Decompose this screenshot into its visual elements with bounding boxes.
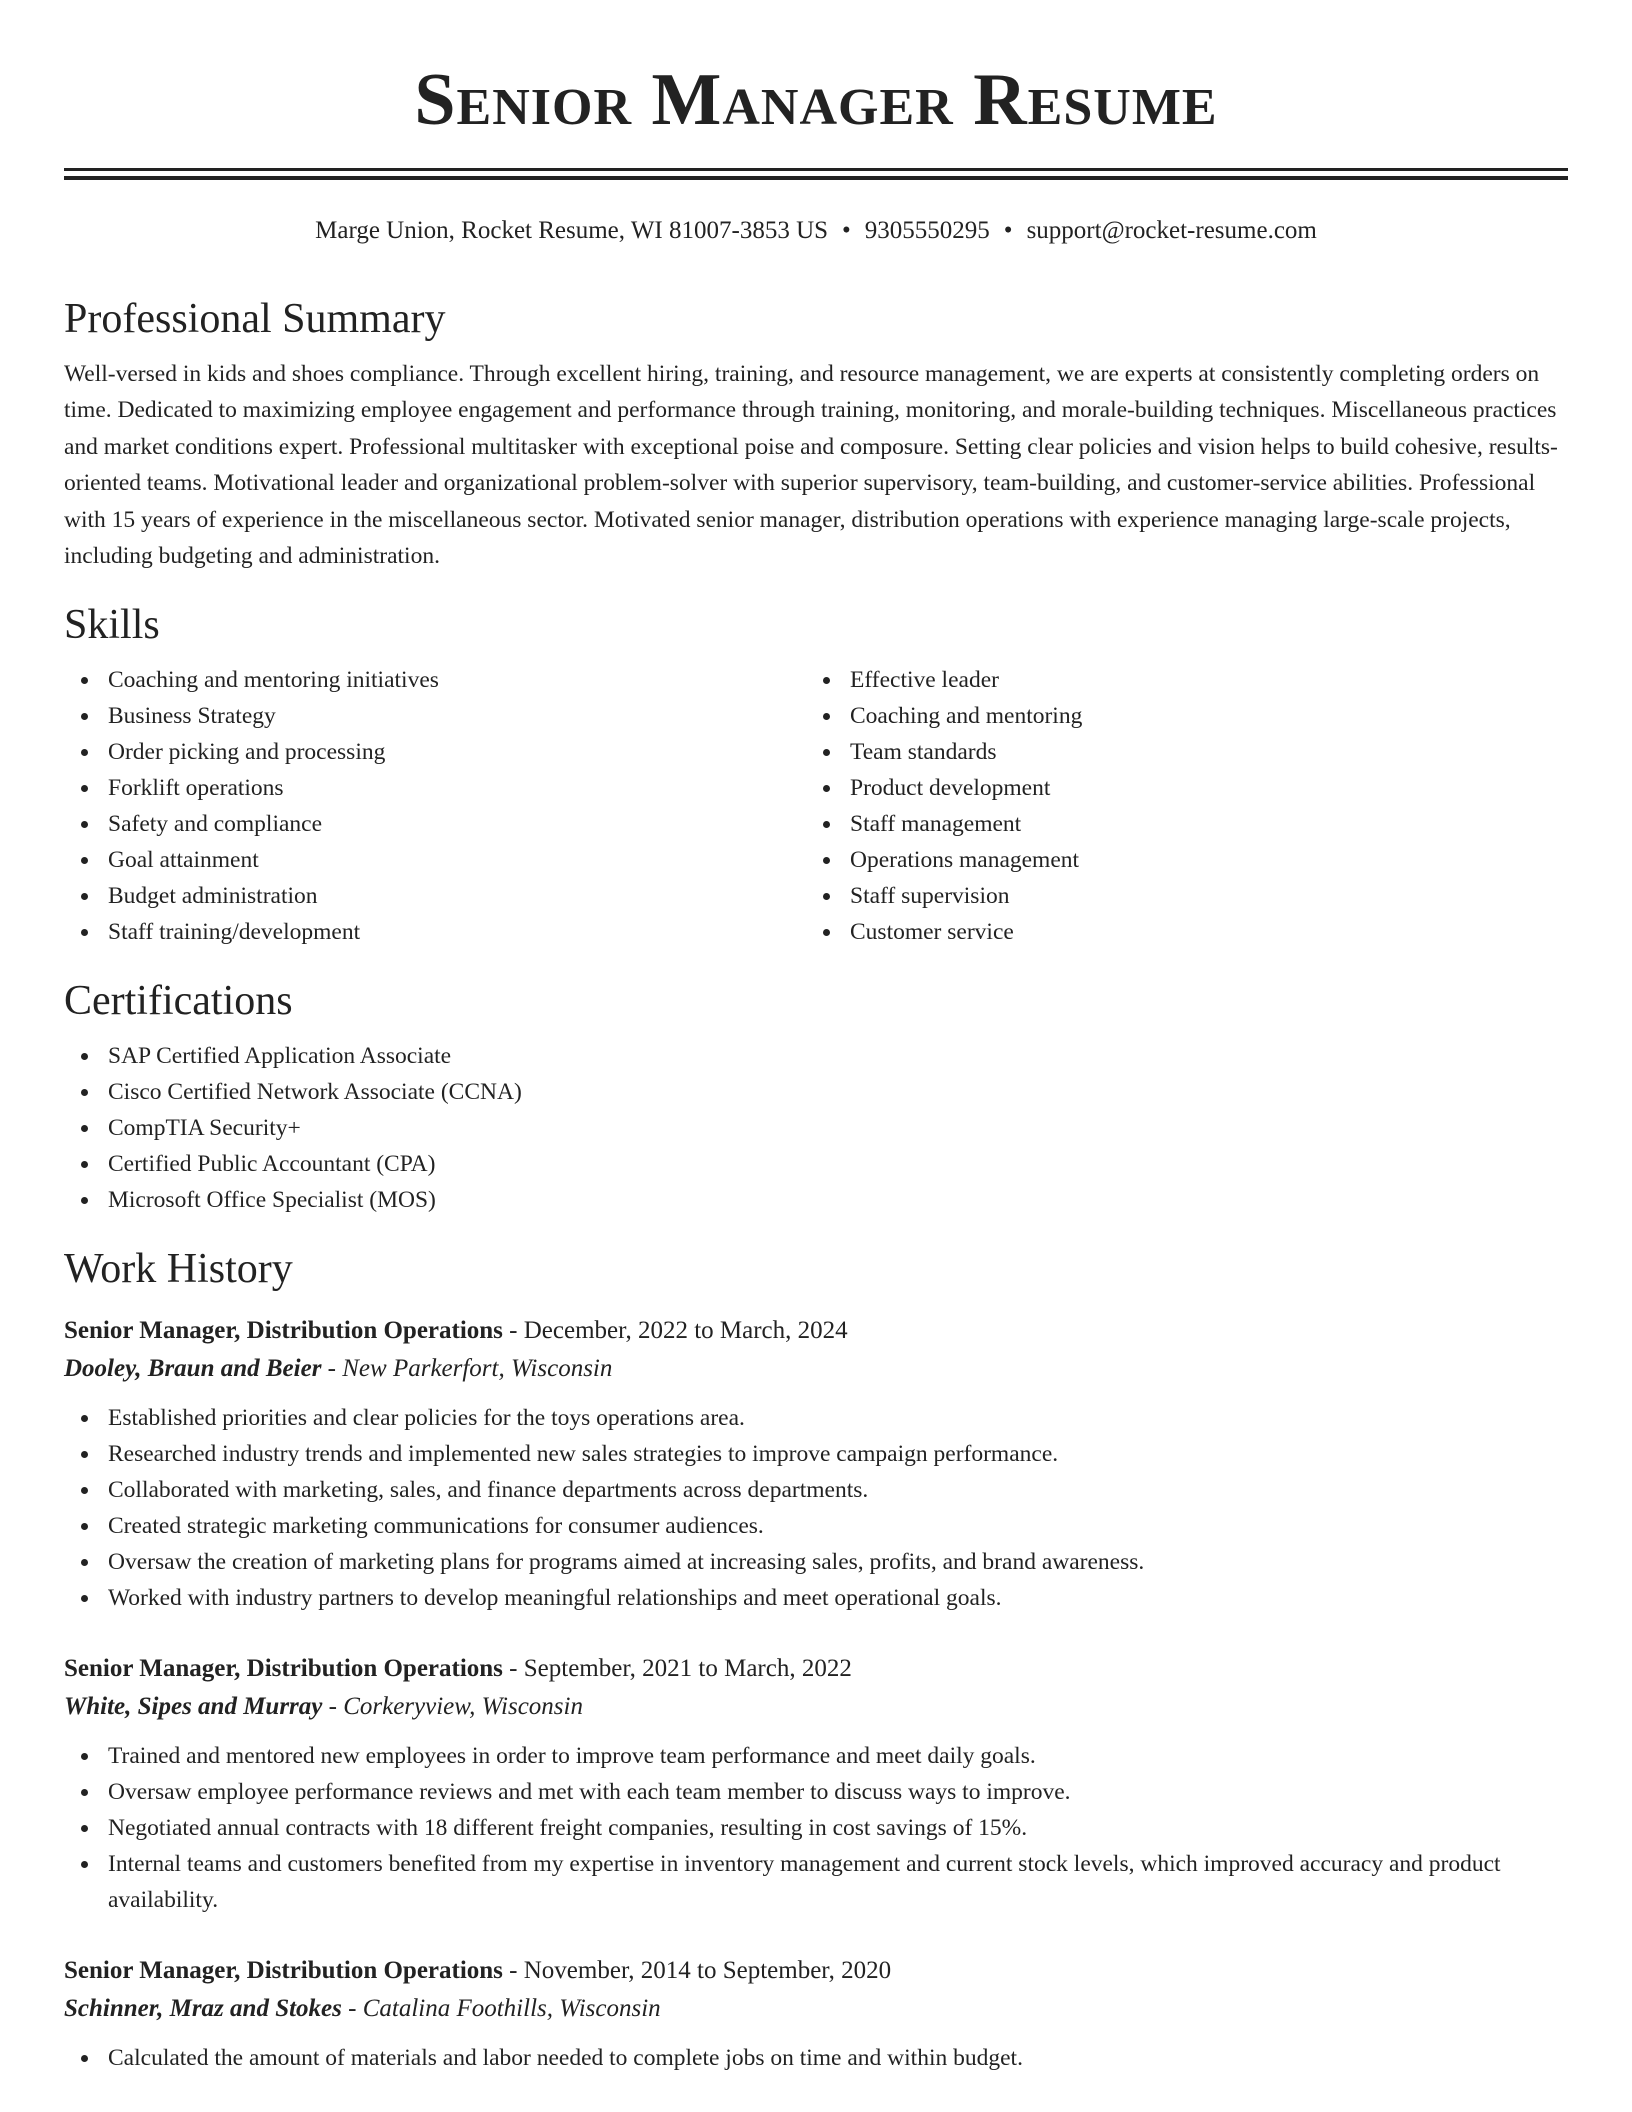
- skills-heading: Skills: [64, 602, 160, 649]
- job-title: Senior Manager, Distribution Operations: [64, 1317, 503, 1345]
- skill-item: Staff supervision: [806, 878, 1548, 914]
- certification-item: Certified Public Accountant (CPA): [64, 1146, 1568, 1182]
- skill-item: Order picking and processing: [64, 734, 806, 770]
- summary-heading: Professional Summary: [64, 296, 446, 342]
- skills-list-left: [64, 662, 806, 950]
- job-bullet: Established priorities and clear policies for the toys operations area.: [64, 1400, 1568, 1436]
- skill-item: Staff training/development: [64, 914, 806, 950]
- job-company-line: [64, 1688, 1568, 1726]
- job-title: Senior Manager, Distribution Operations: [64, 1655, 503, 1683]
- skill-item: Staff management: [806, 806, 1548, 842]
- job-title-line: [64, 1650, 1568, 1688]
- job-bullet: Trained and mentored new employees in order to improve team performance and meet daily goals.: [64, 1738, 1568, 1774]
- resume-title: Senior Manager Resume: [414, 59, 1218, 141]
- certification-item: Microsoft Office Specialist (MOS): [64, 1182, 1568, 1218]
- skill-item: Forklift operations: [64, 770, 806, 806]
- contact-line: [64, 214, 1568, 248]
- skill-item: Operations management: [806, 842, 1548, 878]
- work-history-heading: Work History: [64, 1246, 293, 1293]
- skill-item: Goal attainment: [64, 842, 806, 878]
- work-history-section: [64, 1240, 1568, 2076]
- job-company-line: [64, 1350, 1568, 1388]
- skill-item: Budget administration: [64, 878, 806, 914]
- job-bullet: Internal teams and customers benefited from my expertise in inventory management and current stock levels, which improved accuracy and product availability.: [64, 1846, 1568, 1918]
- job-company: White, Sipes and Murray: [64, 1693, 323, 1721]
- job-bullets: [64, 1400, 1568, 1616]
- certifications-list: [64, 1038, 1568, 1218]
- job-dates: - December, 2022 to March, 2024: [502, 1317, 848, 1345]
- job-bullet: Collaborated with marketing, sales, and finance departments across departments.: [64, 1472, 1568, 1508]
- job-bullets: [64, 2040, 1568, 2076]
- job-company: Dooley, Braun and Beier: [64, 1355, 322, 1383]
- contact-separator: •: [842, 217, 851, 244]
- job-bullet: Negotiated annual contracts with 18 different freight companies, resulting in cost savings of 15%.: [64, 1810, 1568, 1846]
- job-location: - Corkeryview, Wisconsin: [322, 1693, 583, 1721]
- certification-item: SAP Certified Application Associate: [64, 1038, 1568, 1074]
- skill-item: Coaching and mentoring: [806, 698, 1548, 734]
- job-entry: [64, 1952, 1568, 2076]
- title-rule-thick: [64, 168, 1568, 171]
- resume-content: [64, 290, 1568, 2076]
- job-bullet: Worked with industry partners to develop meaningful relationships and meet operational goals.: [64, 1580, 1568, 1616]
- skills-list-right: [806, 662, 1548, 950]
- job-dates: - September, 2021 to March, 2022: [502, 1655, 852, 1683]
- job-location: - Catalina Foothills, Wisconsin: [341, 1995, 661, 2023]
- resume-page: [64, 0, 1568, 2072]
- skill-item: Coaching and mentoring initiatives: [64, 662, 806, 698]
- job-entry: [64, 1650, 1568, 1918]
- job-bullet: Created strategic marketing communications for consumer audiences.: [64, 1508, 1568, 1544]
- summary-text: Well-versed in kids and shoes compliance. Through excellent hiring, training, and resource management, we are experts at consistently completing orders on time. Dedicated to maximizing employee engagement and performance through training, monitoring, and morale-building techniques. Miscellaneous practices and market conditions expert. Professional multitasker with exceptional poise and composure. Setting clear policies and vision helps to build cohesive, results-oriented teams. Motivational leader and organizational problem-solver with superior supervisory, team-building, and customer-service abilities. Professional with 15 years of experience in the miscellaneous sector. Motivated senior manager, distribution operations with experience managing large-scale projects, including budgeting and administration.: [64, 361, 1558, 570]
- job-dates: - November, 2014 to September, 2020: [502, 1957, 892, 1985]
- certification-item: Cisco Certified Network Associate (CCNA): [64, 1074, 1568, 1110]
- job-entry: [64, 1312, 1568, 1616]
- job-title: Senior Manager, Distribution Operations: [64, 1957, 503, 1985]
- contact-address: Marge Union, Rocket Resume, WI 81007-3853 US: [315, 217, 829, 244]
- job-title-line: [64, 1312, 1568, 1350]
- job-bullet: Researched industry trends and implemented new sales strategies to improve campaign performance.: [64, 1436, 1568, 1472]
- certification-item: CompTIA Security+: [64, 1110, 1568, 1146]
- skill-item: Product development: [806, 770, 1548, 806]
- job-location: - New Parkerfort, Wisconsin: [321, 1355, 613, 1383]
- skill-item: Team standards: [806, 734, 1548, 770]
- title-rule-thin: [64, 176, 1568, 180]
- summary-section: [64, 290, 1568, 574]
- contact-phone: 9305550295: [864, 217, 990, 244]
- skill-item: Effective leader: [806, 662, 1548, 698]
- job-company-line: [64, 1990, 1568, 2028]
- job-bullet: Oversaw employee performance reviews and met with each team member to discuss ways to improve.: [64, 1774, 1568, 1810]
- skills-columns: [64, 662, 1568, 950]
- contact-email: support@rocket-resume.com: [1026, 217, 1317, 244]
- skills-section: [64, 596, 1568, 950]
- certifications-heading: Certifications: [64, 978, 293, 1025]
- job-bullet: Oversaw the creation of marketing plans for programs aimed at increasing sales, profits, and brand awareness.: [64, 1544, 1568, 1580]
- skill-item: Customer service: [806, 914, 1548, 950]
- contact-separator: •: [1003, 217, 1013, 244]
- certifications-section: [64, 972, 1568, 1218]
- skill-item: Safety and compliance: [64, 806, 806, 842]
- job-company: Schinner, Mraz and Stokes: [64, 1995, 342, 2023]
- skill-item: Business Strategy: [64, 698, 806, 734]
- job-title-line: [64, 1952, 1568, 1990]
- job-bullet: Calculated the amount of materials and labor needed to complete jobs on time and within budget.: [64, 2040, 1568, 2076]
- job-bullets: [64, 1738, 1568, 1918]
